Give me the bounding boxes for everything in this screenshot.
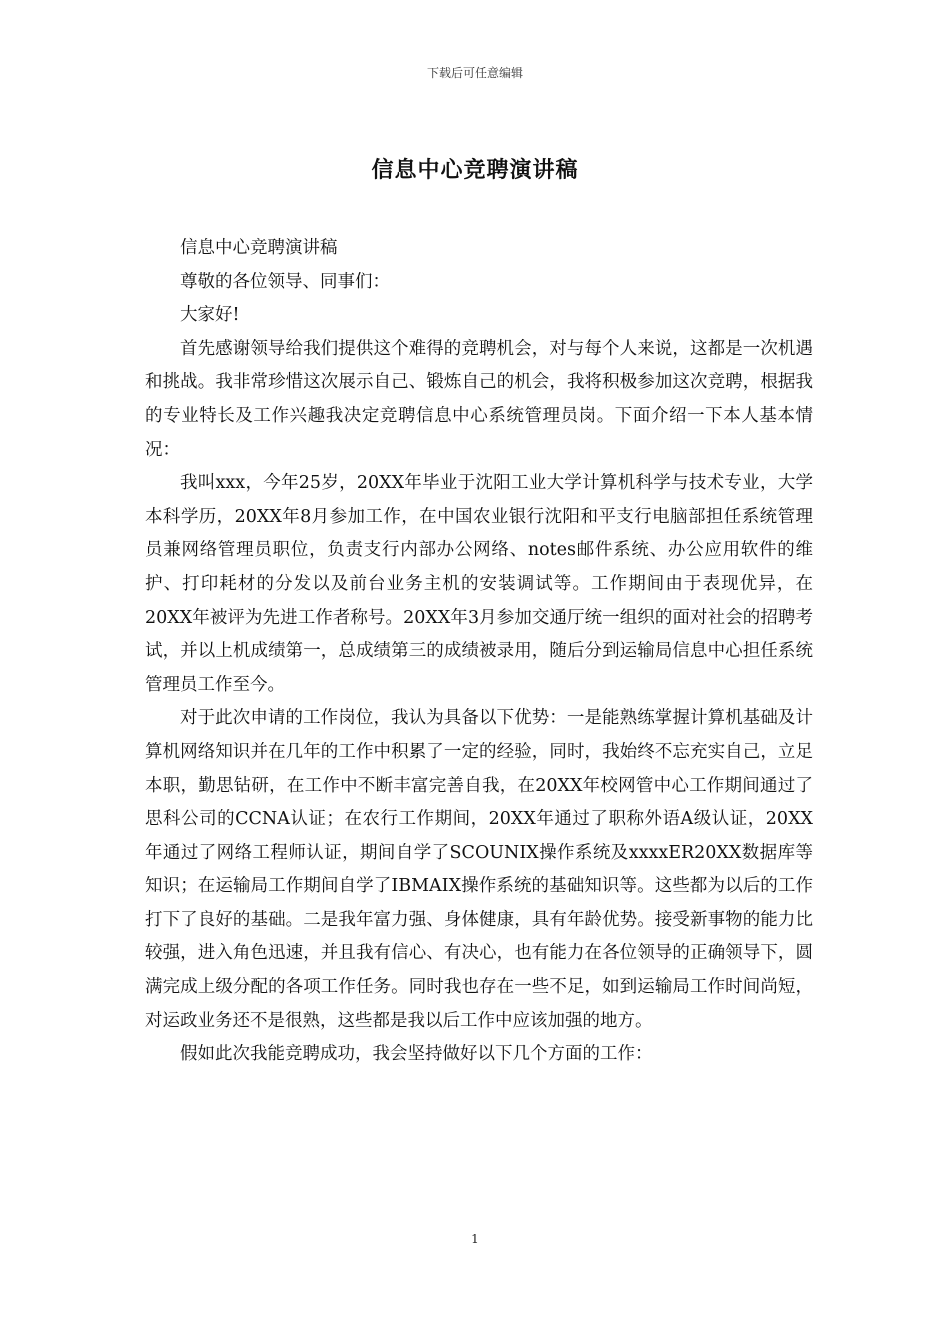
paragraph: 假如此次我能竞聘成功，我会坚持做好以下几个方面的工作：	[180, 1044, 653, 1065]
paragraph: 信息中心竞聘演讲稿	[180, 238, 338, 258]
document-title: 信息中心竞聘演讲稿	[371, 157, 579, 183]
header-note: 下载后可任意编辑	[426, 66, 523, 80]
paragraph: 尊敬的各位领导、同事们：	[180, 271, 390, 292]
paragraph: 大家好!	[180, 305, 240, 326]
document-body	[145, 232, 813, 1072]
paragraph: 我叫xxx，今年25岁，20XX年毕业于沈阳工业大学计算机科学与技术专业，大学本科学历，20XX年8月参加工作，在中国农业银行沈阳和平支行电脑部担任系统管理员兼网络管理员职位，负责支行内部办公网络、notes邮件系统、办公应用软件的维护、打印耗材的分发以及前台业务主机的安装调试等。工作期间由于表现优异，在20XX年被评为先进工作者称号。20XX年3月参加交通厅统一组织的面对社会的招聘考试，并以上机成绩第一，总成绩第三的成绩被录用，随后分到运输局信息中心担任系统管理员工作至今。	[145, 473, 813, 695]
page-number: 1	[471, 1232, 479, 1246]
paragraph: 首先感谢领导给我们提供这个难得的竞聘机会，对与每个人来说，这都是一次机遇和挑战。我非常珍惜这次展示自己、锻炼自己的机会，我将积极参加这次竞聘，根据我的专业特长及工作兴趣我决定竞聘信息中心系统管理员岗。下面介绍一下本人基本情况：	[145, 338, 813, 460]
paragraph: 对于此次申请的工作岗位，我认为具备以下优势：一是能熟练掌握计算机基础及计算机网络知识并在几年的工作中积累了一定的经验，同时，我始终不忘充实自己，立足本职，勤思钻研，在工作中不断丰富完善自我，在20XX年校网管中心工作期间通过了思科公司的CCNA认证；在农行工作期间，20XX年通过了职称外语A级认证，20XX年通过了网络工程师认证，期间自学了SCOUNIX操作系统及xxxxER20XX数据库等知识；在运输局工作期间自学了IBMAIX操作系统的基础知识等。这些都为以后的工作打下了良好的基础。二是我年富力强、身体健康，具有年龄优势。接受新事物的能力比较强，进入角色迅速，并且我有信心、有决心，也有能力在各位领导的正确领导下，圆满完成上级分配的各项工作任务。同时我也存在一些不足，如到运输局工作时间尚短，对运政业务还不是很熟，这些都是我以后工作中应该加强的地方。	[145, 708, 813, 1031]
